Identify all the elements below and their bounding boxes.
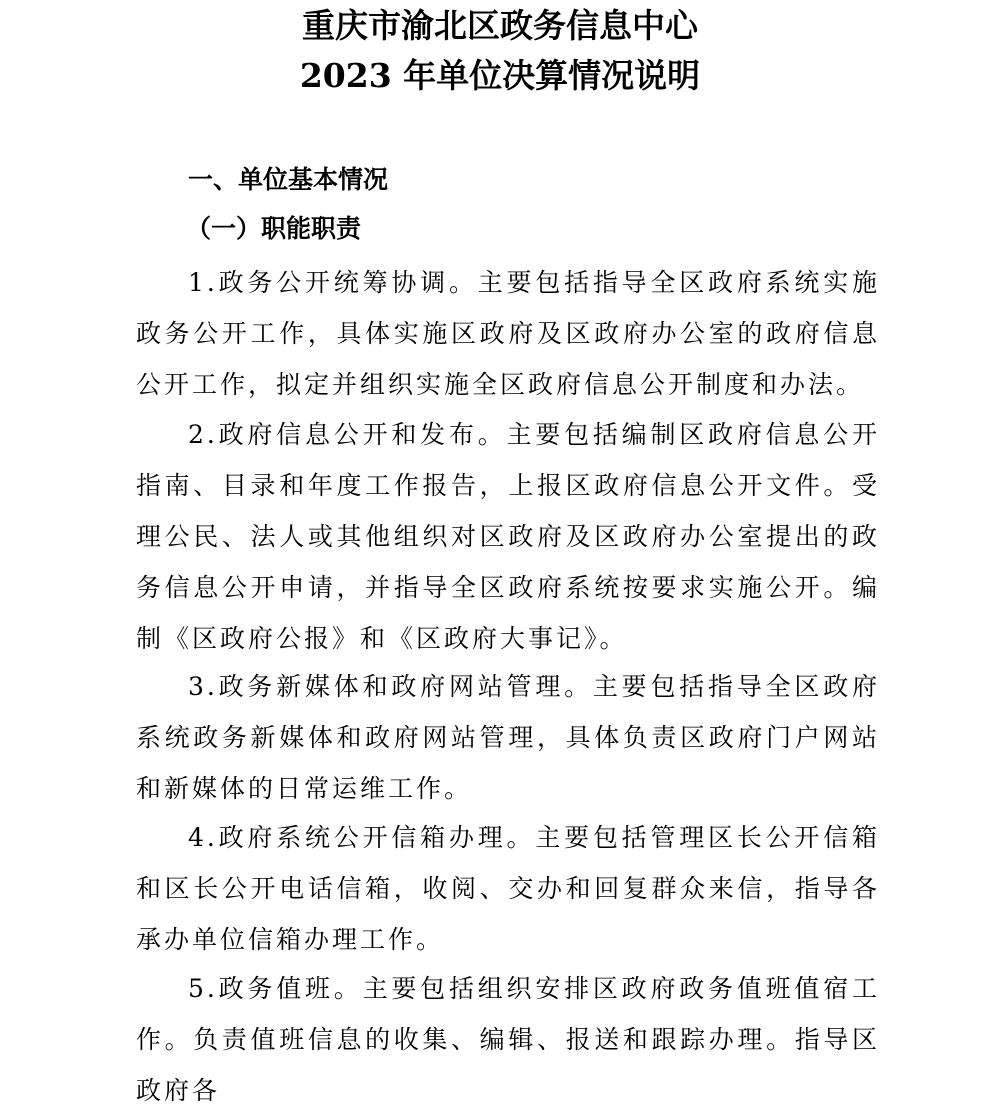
document-title-line-1: 重庆市渝北区政务信息中心	[302, 6, 698, 45]
document-title-line-2: 2023 年单位决算情况说明	[299, 56, 701, 95]
section-heading: 一、单位基本情况	[188, 165, 389, 194]
paragraph-1: 1.政务公开统筹协调。主要包括指导全区政府系统实施政务公开工作，具体实施区政府及区政府办公室的政府信息公开工作，拟定并组织实施全区政府信息公开制度和办法。	[136, 268, 880, 399]
paragraph-4: 4.政府系统公开信箱办理。主要包括管理区长公开信箱和区长公开电话信箱，收阅、交办和回复群众来信，指导各承办单位信箱办理工作。	[136, 823, 880, 954]
paragraph-3: 3.政务新媒体和政府网站管理。主要包括指导全区政府系统政务新媒体和政府网站管理，具体负责区政府门户网站和新媒体的日常运维工作。	[136, 672, 880, 803]
paragraph-5: 5.政务值班。主要包括组织安排区政府政务值班值宿工作。负责值班信息的收集、编辑、报送和跟踪办理。指导区政府各	[136, 974, 880, 1105]
subsection-heading: （一）职能职责	[186, 214, 362, 243]
paragraph-2: 2.政府信息公开和发布。主要包括编制区政府信息公开指南、目录和年度工作报告，上报区政府信息公开文件。受理公民、法人或其他组织对区政府及区政府办公室提出的政务信息公开申请，并指导全区政府系统按要求实施公开。编制《区政府公报》和《区政府大事记》。	[136, 420, 880, 653]
